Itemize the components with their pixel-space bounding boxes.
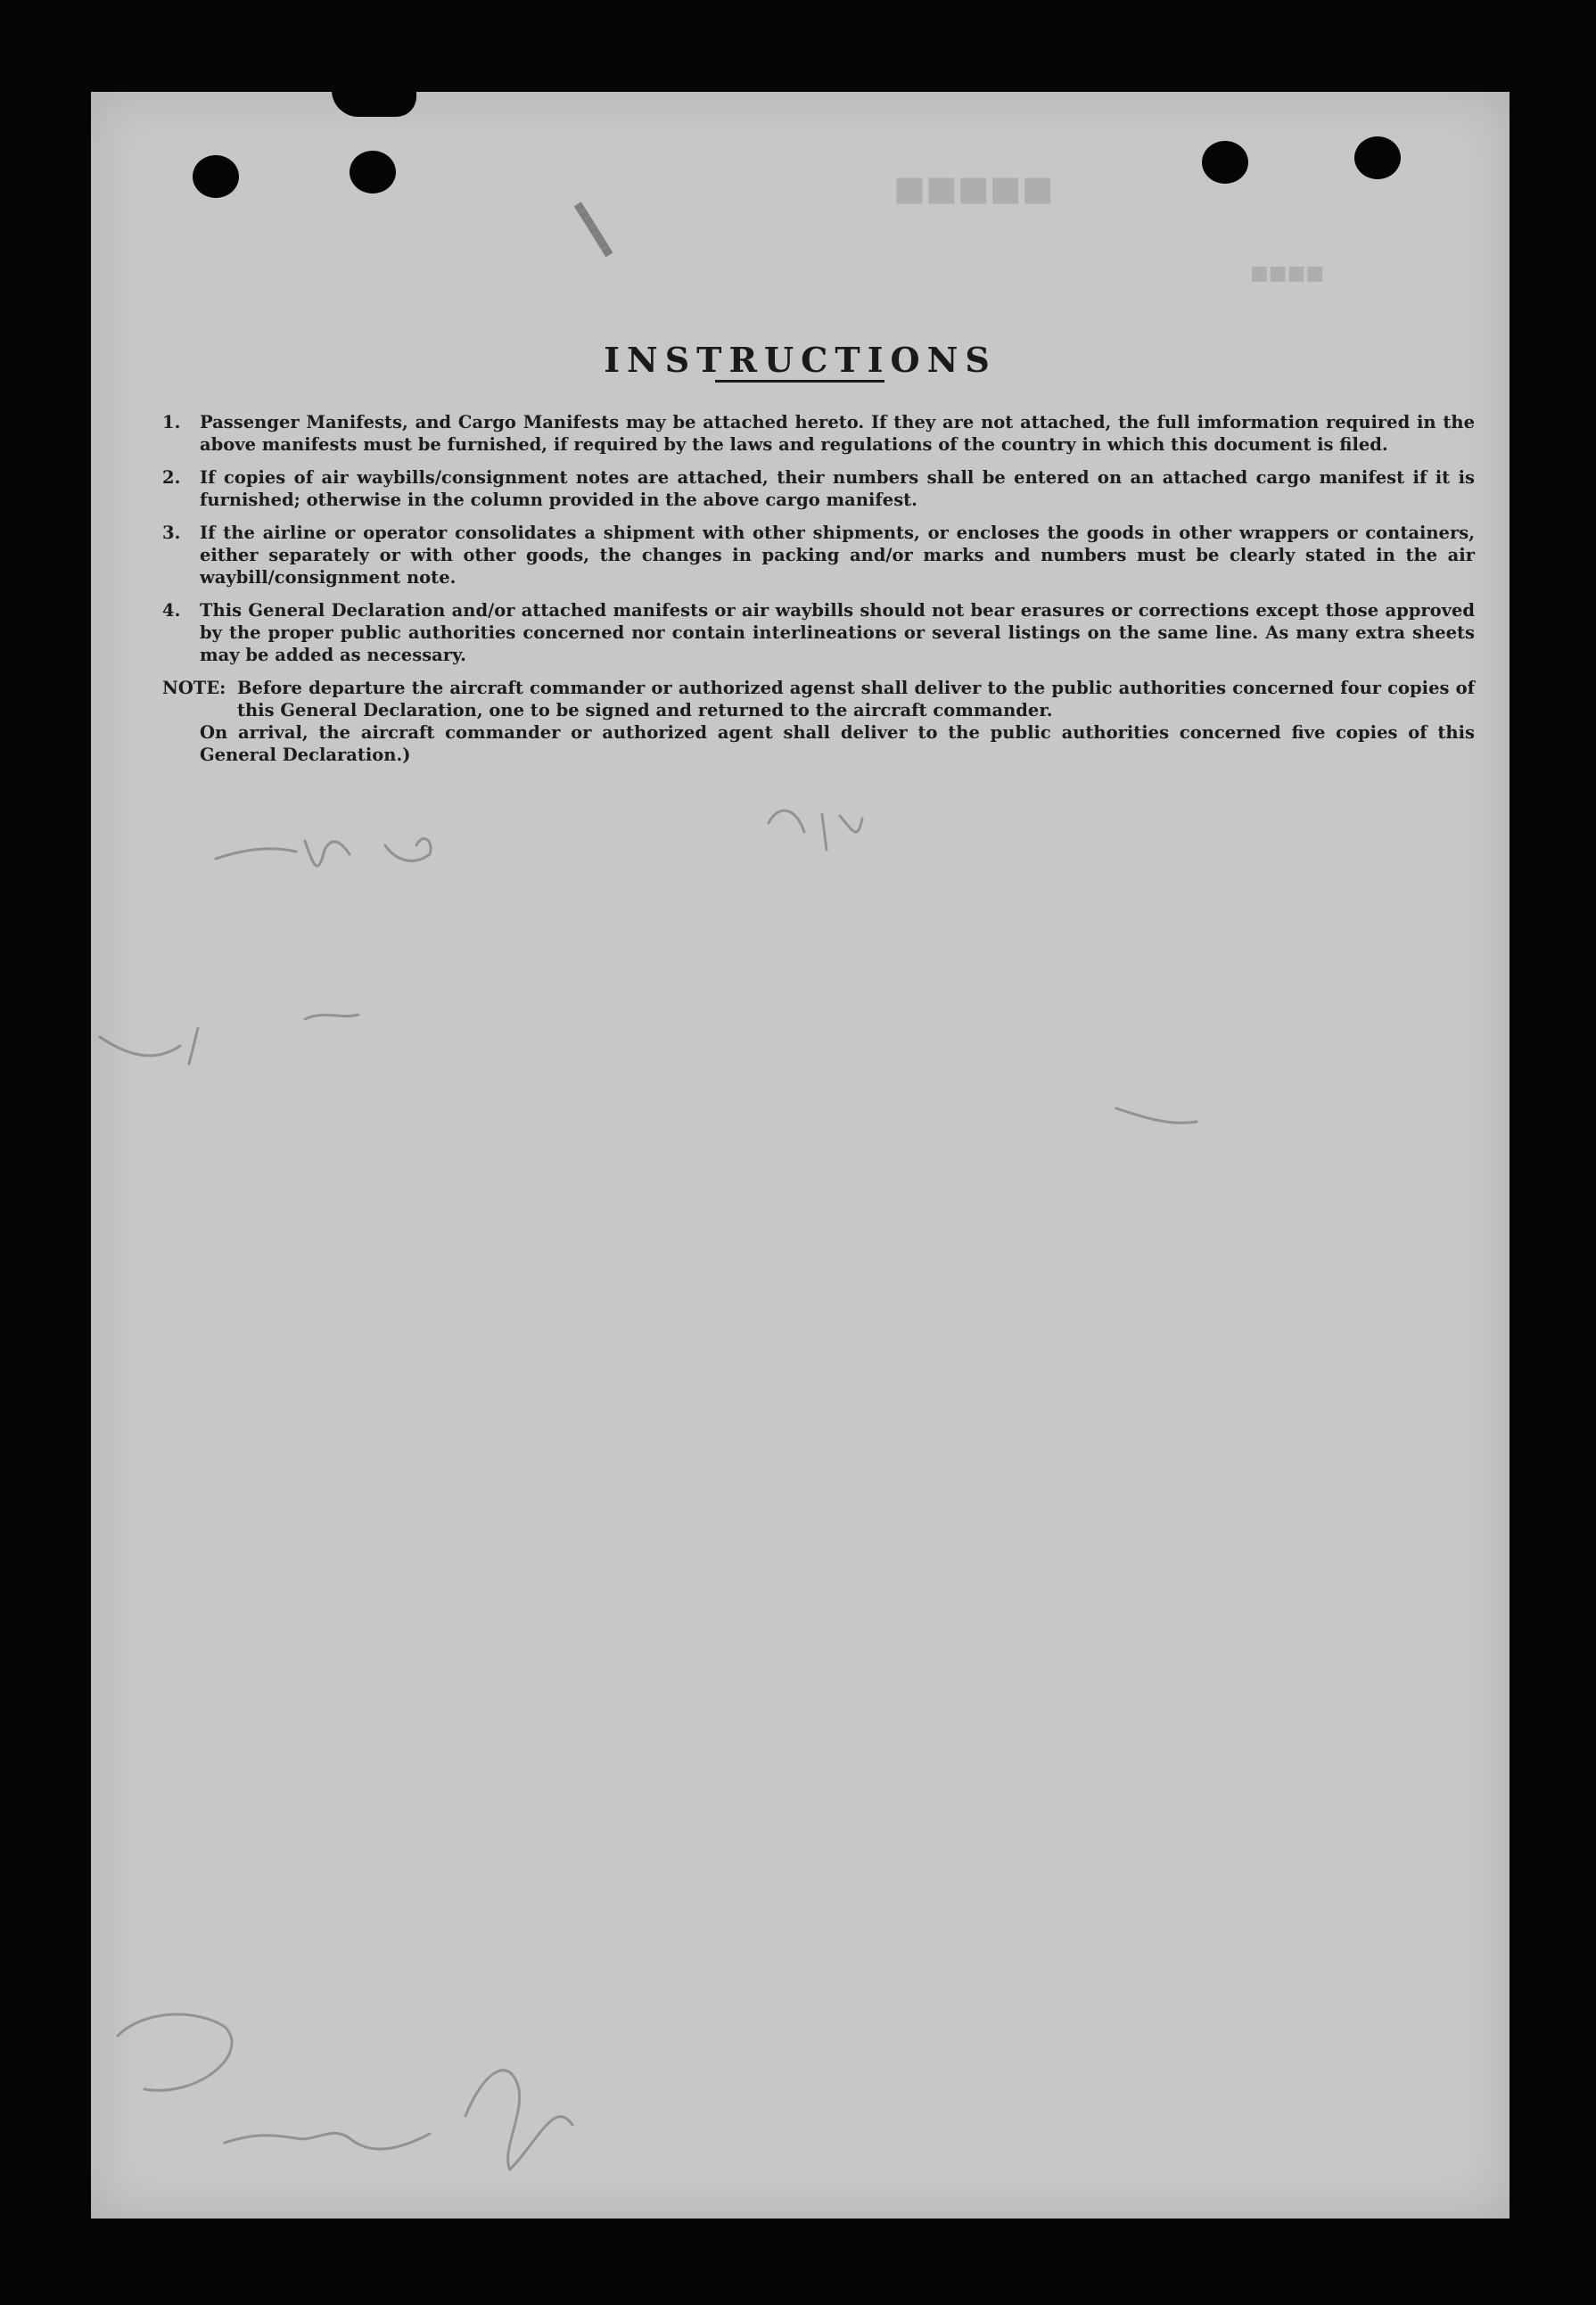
bleed-through-text: ■■■■■: [893, 168, 1054, 208]
page-title: INSTRUCTIONS: [604, 340, 997, 381]
item-number: 4.: [162, 600, 181, 621]
paper-sheet: [91, 92, 1510, 2219]
item-number: 1.: [162, 412, 181, 432]
item-number: 3.: [162, 523, 181, 543]
item-number: 2.: [162, 467, 181, 488]
bleed-through-text: ■■■■: [1250, 261, 1325, 284]
item-text: Passenger Manifests, and Cargo Manifests may be attached hereto. If they are not attached, the full imformation required in the above manifests must be furnished, if required by the laws and regulations of the country in which this document is filed.: [200, 412, 1475, 455]
note-departure: Before departure the aircraft commander or authorized agenst shall deliver to the public authorities concerned four copies of this General Declaration, one to be signed and returned to the aircraft commander.: [237, 678, 1475, 720]
item-text: If copies of air waybills/consignment notes are attached, their numbers shall be entered on an attached cargo manifest if it is furnished; otherwise in the column provided in the above cargo manifest.: [200, 467, 1475, 510]
note-arrival: On arrival, the aircraft commander or authorized agent shall deliver to the public authorities concerned five copies of this General Declaration.): [200, 722, 1475, 765]
faint-stamp: ■■■■■■■: [571, 199, 618, 259]
note-label: NOTE:: [162, 678, 226, 698]
item-text: If the airline or operator consolidates a shipment with other shipments, or encloses the goods in other wrappers or containers, either separately or with other goods, the changes in packing and/or marks and numbers must be clearly stated in the air waybill/consignment note.: [200, 523, 1475, 588]
item-text: This General Declaration and/or attached manifests or air waybills should not bear erasures or corrections except those approved by the proper public authorities concerned nor contain interlineations or several listings on the same line. As many extra sheets may be added as necessary.: [200, 600, 1475, 665]
bleed-through-handwriting: [91, 92, 1510, 2219]
